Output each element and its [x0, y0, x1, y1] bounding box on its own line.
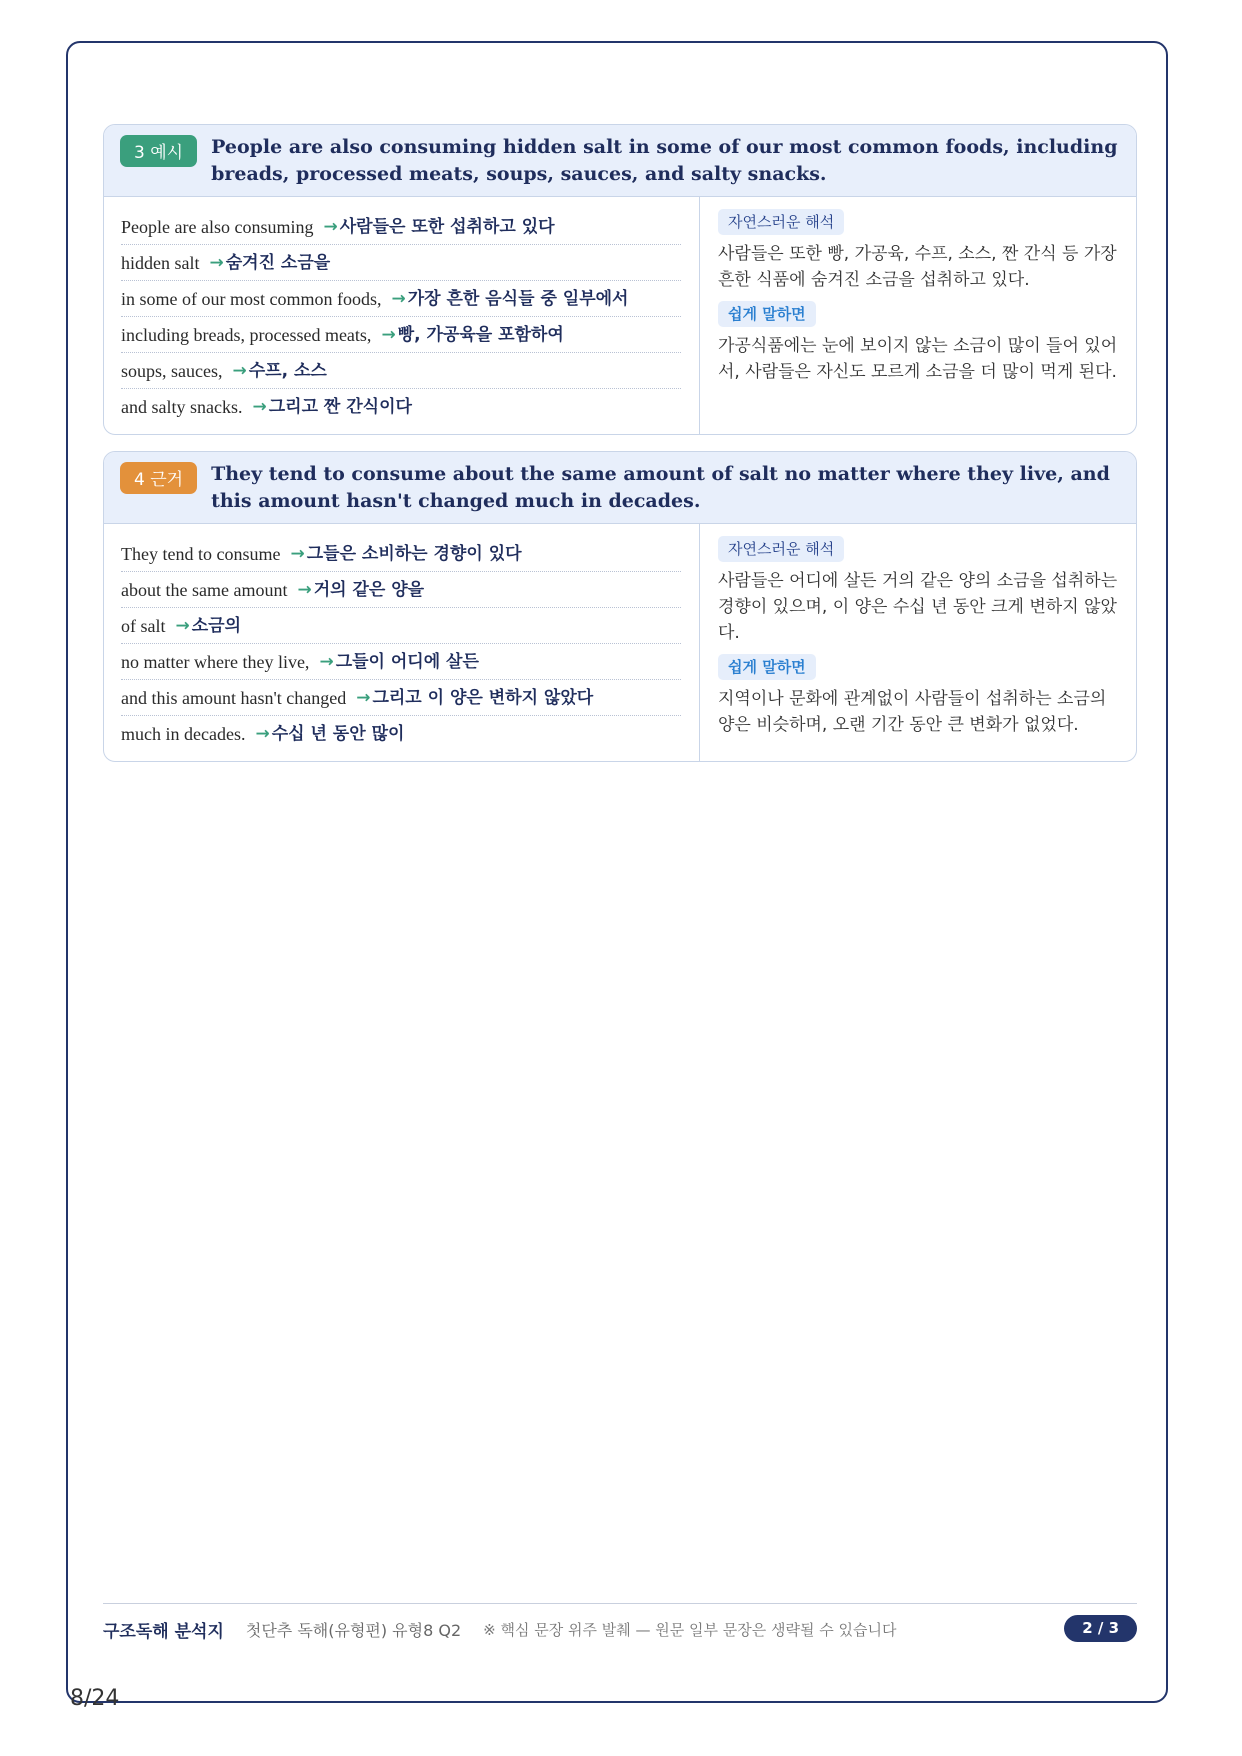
footer-note: ※ 핵심 문장 위주 발췌 — 원문 일부 문장은 생략될 수 있습니다 — [483, 1620, 897, 1639]
chunk-english: They tend to consume — [121, 544, 281, 564]
chunk-row — [121, 353, 681, 389]
arrow-icon: → — [255, 724, 270, 744]
chunk-english: soups, sauces, — [121, 361, 223, 381]
chunk-korean: 가장 흔한 음식들 중 일부에서 — [407, 289, 629, 309]
chunk-korean: 소금의 — [191, 616, 242, 636]
chunk-english: including breads, processed meats, — [121, 325, 372, 345]
arrow-icon: → — [319, 652, 334, 672]
chunk-english: People are also consuming — [121, 217, 314, 237]
chunk-korean: 숨겨진 소금을 — [225, 253, 331, 273]
chunk-english: much in decades. — [121, 724, 246, 744]
section-card-3 — [103, 124, 1137, 435]
section-card-4 — [103, 451, 1137, 762]
section-badge: 3 예시 — [120, 135, 197, 167]
arrow-icon: → — [290, 544, 305, 564]
chunk-korean: 그리고 짠 간식이다 — [268, 397, 412, 417]
chunk-row — [121, 608, 681, 644]
translation-panel — [700, 197, 1136, 434]
page-indicator: 2 / 3 — [1064, 1615, 1137, 1642]
section-body — [104, 197, 1136, 434]
chunk-english: of salt — [121, 616, 166, 636]
easy-explanation-label: 쉽게 말하면 — [718, 301, 816, 327]
chunk-korean: 사람들은 또한 섭취하고 있다 — [339, 217, 555, 237]
chunk-row — [121, 209, 681, 245]
chunk-list — [104, 524, 700, 761]
chunk-row — [121, 572, 681, 608]
section-sentence: People are also consuming hidden salt in some of our most common foods, including breads, processed meats, soups, sauces, and salty snacks. — [211, 136, 1118, 185]
natural-translation: 사람들은 어디에 살든 거의 같은 양의 소금을 섭취하는 경향이 있으며, 이 양은 수십 년 동안 크게 변하지 않았다. — [718, 571, 1118, 643]
chunk-korean: 그들은 소비하는 경향이 있다 — [306, 544, 522, 564]
chunk-row — [121, 716, 681, 751]
chunk-list — [104, 197, 700, 434]
easy-explanation-label: 쉽게 말하면 — [718, 654, 816, 680]
arrow-icon: → — [323, 217, 338, 237]
chunk-english: in some of our most common foods, — [121, 289, 382, 309]
chunk-row — [121, 389, 681, 424]
section-sentence: They tend to consume about the same amount of salt no matter where they live, and this amount hasn't changed much in decades. — [211, 463, 1110, 512]
chunk-english: and this amount hasn't changed — [121, 688, 347, 708]
chunk-korean: 빵, 가공육을 포함하여 — [397, 325, 564, 345]
chunk-row — [121, 536, 681, 572]
arrow-icon: → — [175, 616, 190, 636]
section-badge: 4 근거 — [120, 462, 197, 494]
chunk-row — [121, 644, 681, 680]
chunk-row — [121, 281, 681, 317]
arrow-icon: → — [297, 580, 312, 600]
chunk-english: no matter where they live, — [121, 652, 310, 672]
translation-panel — [700, 524, 1136, 761]
natural-translation-label: 자연스러운 해석 — [718, 536, 844, 562]
chunk-english: hidden salt — [121, 253, 200, 273]
chunk-korean: 거의 같은 양을 — [313, 580, 425, 600]
chunk-korean: 수십 년 동안 많이 — [271, 724, 405, 744]
easy-explanation: 지역이나 문화에 관계없이 사람들이 섭취하는 소금의 양은 비슷하며, 오랜 기간 동안 큰 변화가 없었다. — [718, 689, 1107, 735]
footer — [103, 1614, 1137, 1644]
chunk-row — [121, 245, 681, 281]
footer-divider — [103, 1603, 1137, 1604]
natural-translation: 사람들은 또한 빵, 가공육, 수프, 소스, 짠 간식 등 가장 흔한 식품에 숨겨진 소금을 섭취하고 있다. — [718, 244, 1117, 290]
natural-translation-label: 자연스러운 해석 — [718, 209, 844, 235]
arrow-icon: → — [209, 253, 224, 273]
easy-explanation: 가공식품에는 눈에 보이지 않는 소금이 많이 들어 있어서, 사람들은 자신도 모르게 소금을 더 많이 먹게 된다. — [718, 336, 1118, 382]
chunk-english: about the same amount — [121, 580, 288, 600]
document-page-counter: 8/24 — [70, 1686, 120, 1711]
chunk-korean: 수프, 소스 — [248, 361, 327, 381]
chunk-row — [121, 680, 681, 716]
chunk-korean: 그리고 이 양은 변하지 않았다 — [372, 688, 594, 708]
section-header — [104, 452, 1136, 524]
footer-brand: 구조독해 분석지 — [103, 1621, 224, 1642]
arrow-icon: → — [391, 289, 406, 309]
chunk-english: and salty snacks. — [121, 397, 243, 417]
chunk-row — [121, 317, 681, 353]
arrow-icon: → — [252, 397, 267, 417]
arrow-icon: → — [356, 688, 371, 708]
arrow-icon: → — [232, 361, 247, 381]
arrow-icon: → — [381, 325, 396, 345]
section-body — [104, 524, 1136, 761]
footer-source: 첫단추 독해(유형편) 유형8 Q2 — [245, 1620, 462, 1640]
chunk-korean: 그들이 어디에 살든 — [335, 652, 479, 672]
section-header — [104, 125, 1136, 197]
